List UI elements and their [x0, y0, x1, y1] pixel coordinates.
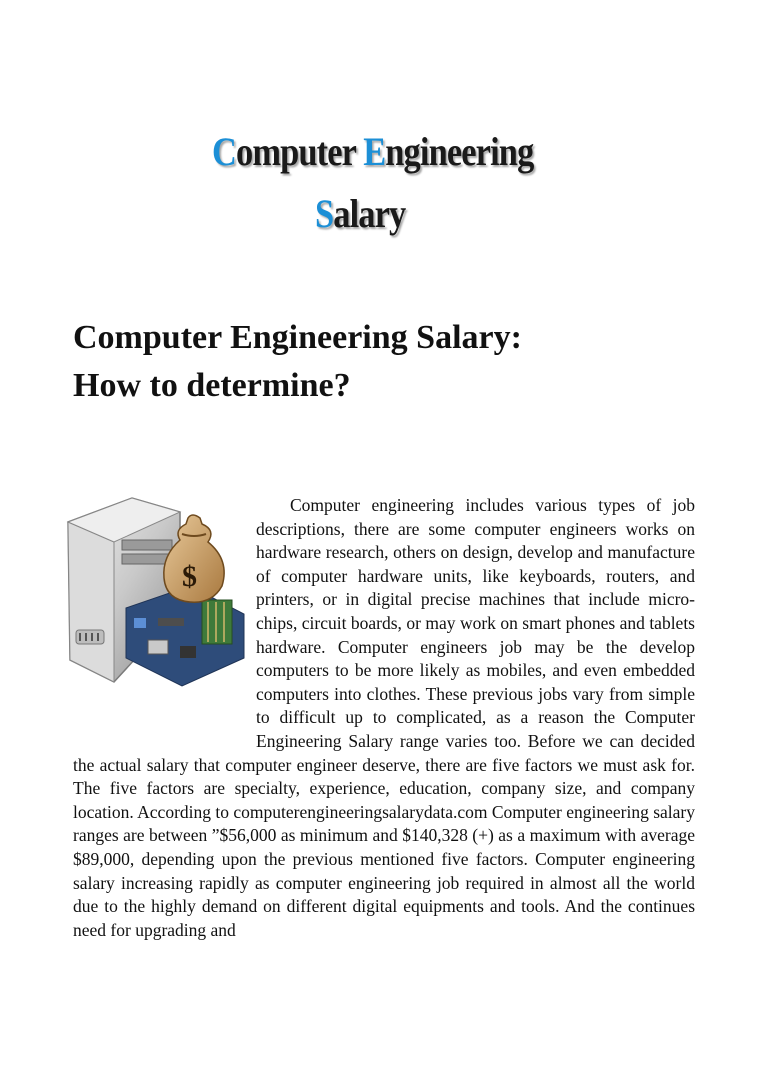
article-paragraph: Computer engineering includes various types of job descriptions, there are some computer engineers works on hardware research, others on design, develop and manufacture of computer hardware units, like keyboards, routers, and printers, or in digital precise machines that include micro-chips, circuit boards, or may work on smart phones and tablets hardware. Computer engineers job may be the develop computers to be more likely as mobiles, and even embedded computers into clothes. These previous jobs vary from simple to difficult up to complicated, as a reason the Computer Engineering Salary range varies too. Before we can decided the actual salary that computer engineer deserve, there are five factors we must ask for. The five factors are specialty, experience, education, company size, and company location. According to computerengineeringsalarydata.com Computer engineering salary ranges are between ”$56,000 as minimum and $140,328 (+) as a maximum with average $89,000, depending upon the previous mentioned five factors. Computer engineering salary increasing rapidly as computer engineering job required in almost all the world due to the highly demand on different digital equipments and tools. And the continues need for upgrading and: [73, 495, 696, 940]
figure-float-spacer: [73, 494, 256, 730]
page-title-line-1: Computer Engineering Salary:: [73, 319, 522, 356]
article-body: [73, 494, 695, 942]
logo-text-alary: alary: [333, 191, 406, 236]
logo-text-omputer: omputer: [235, 129, 364, 174]
page-title-line-2: How to determine?: [73, 367, 351, 404]
logo-line-2: [315, 190, 405, 237]
dollar-sign-icon: $: [182, 560, 197, 593]
logo-line-1: [212, 128, 533, 175]
logo-initial-s: S: [315, 191, 334, 236]
logo-initial-c: C: [212, 129, 236, 174]
page-title: [73, 314, 713, 410]
logo-text-ngineering: ngineering: [385, 129, 534, 174]
logo: [212, 128, 557, 258]
logo-initial-e: E: [363, 129, 386, 174]
